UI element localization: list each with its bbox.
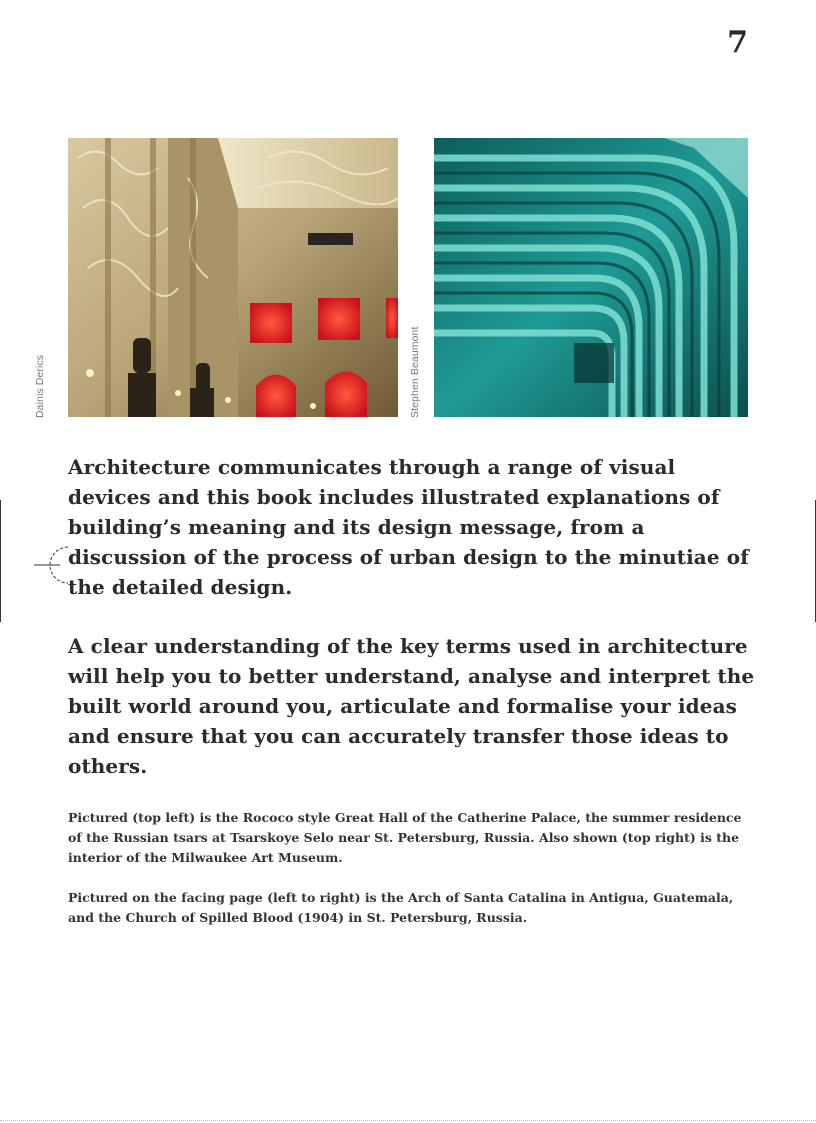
palace-hall-photo <box>68 138 398 417</box>
museum-interior-photo <box>434 138 748 417</box>
page-number: 7 <box>727 25 748 60</box>
photo-credit-right: Stephen Beaumont <box>409 326 421 418</box>
crop-mark-left <box>0 500 1 622</box>
registration-mark-icon <box>34 545 74 585</box>
museum-interior-illustration <box>434 138 748 417</box>
photo-credit-left: Dainis Derics <box>34 354 46 418</box>
caption-paragraph-1: Pictured (top left) is the Rococo style Great Hall of the Catherine Palace, the summer residence of the Russian tsars at Tsarskoye Selo near St. Petersburg, Russia. Also shown (top right) is the interior of the Milwaukee Art Museum. <box>68 810 742 865</box>
caption-paragraph-2: Pictured on the facing page (left to right) is the Arch of Santa Catalina in Antigua, Guatemala, and the Church of Spilled Blood (1904) in St. Petersburg, Russia. <box>68 890 734 925</box>
palace-hall-illustration <box>68 138 398 417</box>
intro-paragraph-1: Architecture communicates through a range of visual devices and this book includes illustrated explanations of building’s meaning and its design message, from a discussion of the process of urban design to the minutiae of the detailed design. <box>68 455 749 599</box>
bottom-trim-line <box>0 1120 816 1121</box>
intro-paragraph-2: A clear understanding of the key terms used in architecture will help you to better understand, analyse and interpret the built world around you, articulate and formalise your ideas and ensure that you can accurately transfer those ideas to others. <box>68 634 755 778</box>
